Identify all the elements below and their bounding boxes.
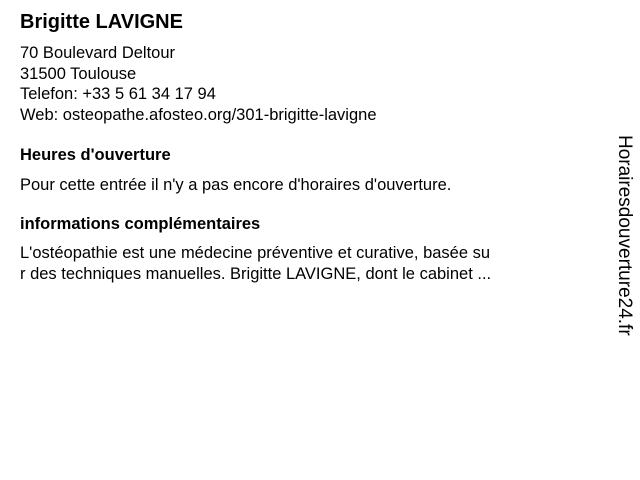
opening-hours-heading: Heures d'ouverture: [20, 146, 171, 164]
additional-info-heading: informations complémentaires: [20, 215, 261, 233]
opening-hours-text: Pour cette entrée il n'y a pas encore d'horaires d'ouverture.: [20, 176, 452, 194]
city-postcode: 31500 Toulouse: [20, 64, 137, 83]
phone-number: Telefon: +33 5 61 34 17 94: [20, 85, 216, 103]
additional-info-text: [20, 243, 586, 284]
website-link: Web: osteopathe.afosteo.org/301-brigitte-lavigne: [20, 105, 377, 124]
entry-title: Brigitte LAVIGNE: [20, 11, 183, 33]
site-brand-vertical: Horairesdouverture24.fr: [614, 135, 635, 336]
street-address: 70 Boulevard Deltour: [20, 44, 176, 62]
additional-info-line: L'ostéopathie est une médecine préventive et curative, basée su: [20, 244, 491, 262]
additional-info-line: r des techniques manuelles. Brigitte LAVIGNE, dont le cabinet ...: [20, 264, 492, 283]
contact-block: [20, 43, 377, 125]
